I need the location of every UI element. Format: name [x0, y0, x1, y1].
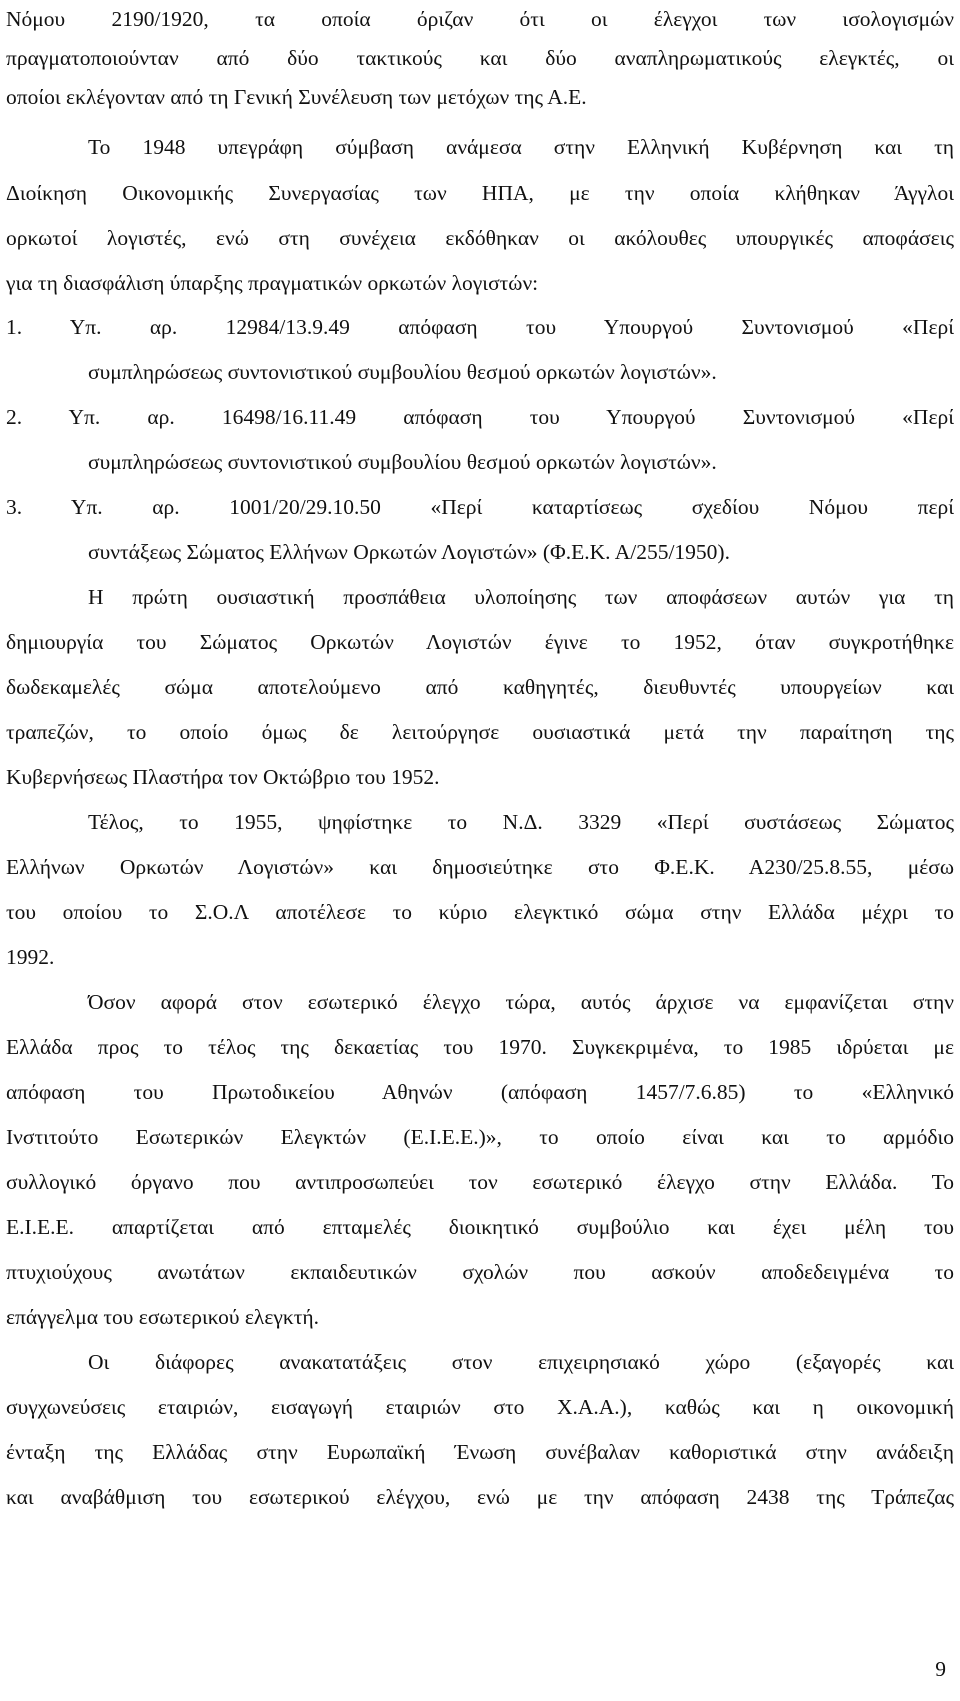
text-line: δημιουργία του Σώματος Ορκωτών Λογιστών έγινε το 1952, όταν συγκροτήθηκε	[6, 630, 954, 654]
text-line: Νόμου 2190/1920, τα οποία όριζαν ότι οι έλεγχοι των ισολογισμών	[6, 7, 954, 31]
text-line: συμπληρώσεως συντονιστικού συμβουλίου θεσμού ορκωτών λογιστών».	[88, 360, 717, 384]
text-line: 1992.	[6, 945, 55, 969]
text-line: δωδεκαμελές σώμα αποτελούμενο από καθηγητές, διευθυντές υπουργείων και	[6, 675, 954, 699]
text-line: Διοίκηση Οικονομικής Συνεργασίας των ΗΠΑ, με την οποία κλήθηκαν Άγγλοι	[6, 181, 954, 205]
text-line: Το 1948 υπεγράφη σύμβαση ανάμεσα στην Ελληνική Κυβέρνηση και τη	[88, 135, 954, 159]
page-number: 9	[935, 1657, 946, 1681]
text-line: Η πρώτη ουσιαστική προσπάθεια υλοποίησης των αποφάσεων αυτών για τη	[88, 585, 954, 609]
text-line: συμπληρώσεως συντονιστικού συμβουλίου θεσμού ορκωτών λογιστών».	[88, 450, 717, 474]
text-line: συγχωνεύσεις εταιριών, εισαγωγή εταιριών στο Χ.Α.Α.), καθώς και η οικονομική	[6, 1395, 954, 1419]
text-line: για τη διασφάλιση ύπαρξης πραγματικών ορκωτών λογιστών:	[6, 271, 539, 295]
text-line: Τέλος, το 1955, ψηφίστηκε το Ν.Δ. 3329 «Περί συστάσεως Σώματος	[88, 810, 954, 834]
text-line: ένταξη της Ελλάδας στην Ευρωπαϊκή Ένωση συνέβαλαν καθοριστικά στην ανάδειξη	[6, 1440, 954, 1464]
text-line: οποίοι εκλέγονταν από τη Γενική Συνέλευση των μετόχων της Α.Ε.	[6, 85, 587, 109]
list-item: 1. Υπ. αρ. 12984/13.9.49 απόφαση του Υπουργού Συντονισμού «Περί	[6, 315, 954, 339]
text-line: Οι διάφορες ανακατατάξεις στον επιχειρησιακό χώρο (εξαγορές και	[88, 1350, 954, 1374]
text-line: και αναβάθμιση του εσωτερικού ελέγχου, ενώ με την απόφαση 2438 της Τράπεζας	[6, 1485, 954, 1509]
text-line: του οποίου το Σ.Ο.Λ αποτέλεσε το κύριο ελεγκτικό σώμα στην Ελλάδα μέχρι το	[6, 900, 954, 924]
text-line: Ινστιτούτο Εσωτερικών Ελεγκτών (Ε.Ι.Ε.Ε.)», το οποίο είναι και το αρμόδιο	[6, 1125, 954, 1149]
text-line: τραπεζών, το οποίο όμως δε λειτούργησε ουσιαστικά μετά την παραίτηση της	[6, 720, 954, 744]
text-line: απόφαση του Πρωτοδικείου Αθηνών (απόφαση 1457/7.6.85) το «Ελληνικό	[6, 1080, 954, 1104]
text-line: Κυβερνήσεως Πλαστήρα τον Οκτώβριο του 1952.	[6, 765, 440, 789]
text-line: ορκωτοί λογιστές, ενώ στη συνέχεια εκδόθηκαν οι ακόλουθες υπουργικές αποφάσεις	[6, 226, 954, 250]
list-item: 2. Υπ. αρ. 16498/16.11.49 απόφαση του Υπουργού Συντονισμού «Περί	[6, 405, 954, 429]
text-line: συντάξεως Σώματος Ελλήνων Ορκωτών Λογιστών» (Φ.Ε.Κ. Α/255/1950).	[88, 540, 730, 564]
list-item: 3. Υπ. αρ. 1001/20/29.10.50 «Περί καταρτίσεως σχεδίου Νόμου περί	[6, 495, 954, 519]
text-line: συλλογικό όργανο που αντιπροσωπεύει τον εσωτερικό έλεγχο στην Ελλάδα. Το	[6, 1170, 954, 1194]
text-line: Ελλήνων Ορκωτών Λογιστών» και δημοσιεύτηκε στο Φ.Ε.Κ. Α230/25.8.55, μέσω	[6, 855, 954, 879]
text-line: Όσον αφορά στον εσωτερικό έλεγχο τώρα, αυτός άρχισε να εμφανίζεται στην	[88, 990, 954, 1014]
text-line: επάγγελμα του εσωτερικού ελεγκτή.	[6, 1305, 319, 1329]
text-line: Ελλάδα προς το τέλος της δεκαετίας του 1970. Συγκεκριμένα, το 1985 ιδρύεται με	[6, 1035, 954, 1059]
text-line: πτυχιούχους ανωτάτων εκπαιδευτικών σχολών που ασκούν αποδεδειγμένα το	[6, 1260, 954, 1284]
text-line: πραγματοποιούνταν από δύο τακτικούς και δύο αναπληρωματικούς ελεγκτές, οι	[6, 46, 954, 70]
text-line: Ε.Ι.Ε.Ε. απαρτίζεται από επταμελές διοικητικό συμβούλιο και έχει μέλη του	[6, 1215, 954, 1239]
